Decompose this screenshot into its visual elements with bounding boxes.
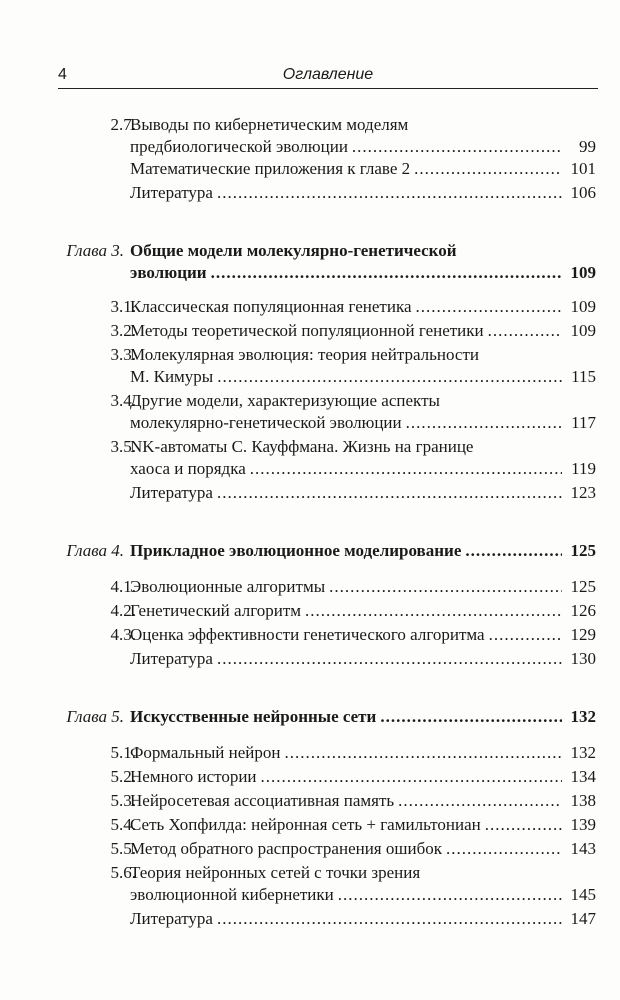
entry-title-line: молекулярно-генетической эволюции	[130, 413, 402, 432]
dot-leader	[329, 576, 562, 598]
section-number: 2.7.	[110, 115, 136, 134]
entry-title	[130, 766, 596, 788]
page-number: 4	[58, 66, 67, 83]
entry-title	[130, 296, 596, 318]
entry-title	[130, 158, 596, 180]
entry-title	[130, 648, 596, 670]
section-number: 5.2.	[110, 767, 136, 786]
section-number: 3.5.	[110, 437, 136, 456]
dot-leader	[465, 540, 562, 562]
entry-title-line: Классическая популяционная генетика	[130, 297, 412, 316]
section-number: 5.1.	[110, 743, 136, 762]
entry-title-line: Молекулярная эволюция: теория нейтральности	[130, 345, 479, 364]
entry-title	[130, 182, 596, 204]
dot-leader	[250, 458, 562, 480]
entry-title-line: Немного истории	[130, 767, 257, 786]
entry-title-line: эволюционной кибернетики	[130, 885, 334, 904]
page-ref: 109	[570, 263, 596, 282]
entry-title	[130, 908, 596, 930]
page-ref: 138	[570, 791, 596, 810]
entry-title	[130, 576, 596, 598]
page-ref: 123	[570, 483, 596, 502]
entry-title	[130, 482, 596, 504]
section-number: 5.4.	[110, 815, 136, 834]
entry-title-line: Общие модели молекулярно-генетической	[130, 241, 457, 260]
dot-leader	[261, 766, 562, 788]
page-ref: 106	[570, 183, 596, 202]
section-number: 5.6.	[110, 863, 136, 882]
entry-title	[130, 240, 596, 284]
entry-title-line: Теория нейронных сетей с точки зрения	[130, 863, 421, 882]
section-number: 5.3.	[110, 791, 136, 810]
page-ref: 117	[571, 413, 596, 432]
dot-leader	[485, 814, 562, 836]
dot-leader	[446, 838, 562, 860]
dot-leader	[416, 296, 562, 318]
page-ref: 134	[570, 767, 596, 786]
entry-title-line: NK-автоматы С. Кауффмана. Жизнь на границе	[130, 437, 474, 456]
entry-title-line: Эволюционные алгоритмы	[130, 577, 326, 596]
section-number: 5.5.	[110, 839, 136, 858]
entry-title	[130, 114, 596, 158]
section-number: 3.4.	[110, 391, 136, 410]
page-ref: 129	[570, 625, 596, 644]
page-ref: 109	[570, 297, 596, 316]
dot-leader	[414, 158, 562, 180]
entry-title-line: Литература	[130, 649, 213, 668]
dot-leader	[338, 884, 562, 906]
page-ref: 145	[570, 885, 596, 904]
entry-title-line: Генетический алгоритм	[130, 601, 302, 620]
page-ref: 125	[570, 577, 596, 596]
entry-title-line: М. Кимуры	[130, 367, 214, 386]
entry-title	[130, 790, 596, 812]
section-number: 3.1.	[110, 297, 136, 316]
page-ref: 115	[571, 367, 596, 386]
page-ref: 147	[570, 909, 596, 928]
page-ref: 139	[570, 815, 596, 834]
dot-leader	[488, 320, 562, 342]
entry-title-line: Нейросетевая ассоциативная память	[130, 791, 395, 810]
entry-title	[130, 862, 596, 906]
page-ref: 126	[570, 601, 596, 620]
dot-leader	[406, 412, 562, 434]
entry-title	[130, 390, 596, 434]
section-number: 4.2.	[110, 601, 136, 620]
entry-title-line: Формальный нейрон	[130, 743, 281, 762]
page-ref: 101	[570, 159, 596, 178]
entry-title-line: Выводы по кибернетическим моделям	[130, 115, 409, 134]
entry-title-line: Искусственные нейронные сети	[130, 707, 377, 726]
entry-title	[130, 706, 596, 728]
entry-title-line: предбиологической эволюции	[130, 137, 348, 156]
entry-title	[130, 624, 596, 646]
dot-leader	[211, 262, 562, 284]
running-title: Оглавление	[282, 66, 374, 83]
dot-leader	[217, 648, 562, 670]
page-header	[58, 64, 598, 89]
entry-title-line: Сеть Хопфилда: нейронная сеть + гамильтониан	[130, 815, 481, 834]
dot-leader	[217, 908, 562, 930]
entry-title	[130, 600, 596, 622]
page-ref: 132	[570, 743, 596, 762]
dot-leader	[398, 790, 562, 812]
entry-title-line: Другие модели, характеризующие аспекты	[130, 391, 440, 410]
entry-title	[130, 742, 596, 764]
entry-title-line: Оценка эффективности генетического алгоритма	[130, 625, 485, 644]
entry-title	[130, 838, 596, 860]
section-number: 4.3.	[110, 625, 136, 644]
entry-title-line: Метод обратного распространения ошибок	[130, 839, 442, 858]
dot-leader	[489, 624, 562, 646]
dot-leader	[352, 136, 562, 158]
entry-title	[130, 344, 596, 388]
section-number: 3.2.	[110, 321, 136, 340]
dot-leader	[217, 482, 562, 504]
entry-title-line: эволюции	[130, 263, 207, 282]
entry-title	[130, 436, 596, 480]
entry-title	[130, 540, 596, 562]
entry-title	[130, 320, 596, 342]
dot-leader	[284, 742, 562, 764]
chapter-number: Глава 4.	[66, 541, 124, 560]
page-ref: 125	[570, 541, 596, 560]
dot-leader	[217, 182, 562, 204]
entry-title-line: Литература	[130, 183, 213, 202]
page-ref: 109	[570, 321, 596, 340]
entry-title-line: Методы теоретической популяционной генетики	[130, 321, 484, 340]
entry-title-line: Литература	[130, 909, 213, 928]
entry-title-line: Прикладное эволюционное моделирование	[130, 541, 462, 560]
chapter-number: Глава 3.	[66, 241, 124, 260]
dot-leader	[217, 366, 562, 388]
page-ref: 99	[579, 137, 596, 156]
chapter-number: Глава 5.	[66, 707, 124, 726]
dot-leader	[380, 706, 562, 728]
page-ref: 132	[570, 707, 596, 726]
entry-title-line: Литература	[130, 483, 213, 502]
page-ref: 130	[570, 649, 596, 668]
entry-title-line: Математические приложения к главе 2	[130, 159, 411, 178]
page-ref: 119	[571, 459, 596, 478]
section-number: 3.3.	[110, 345, 136, 364]
page-ref: 143	[570, 839, 596, 858]
entry-title	[130, 814, 596, 836]
section-number: 4.1.	[110, 577, 136, 596]
entry-title-line: хаоса и порядка	[130, 459, 246, 478]
dot-leader	[305, 600, 562, 622]
